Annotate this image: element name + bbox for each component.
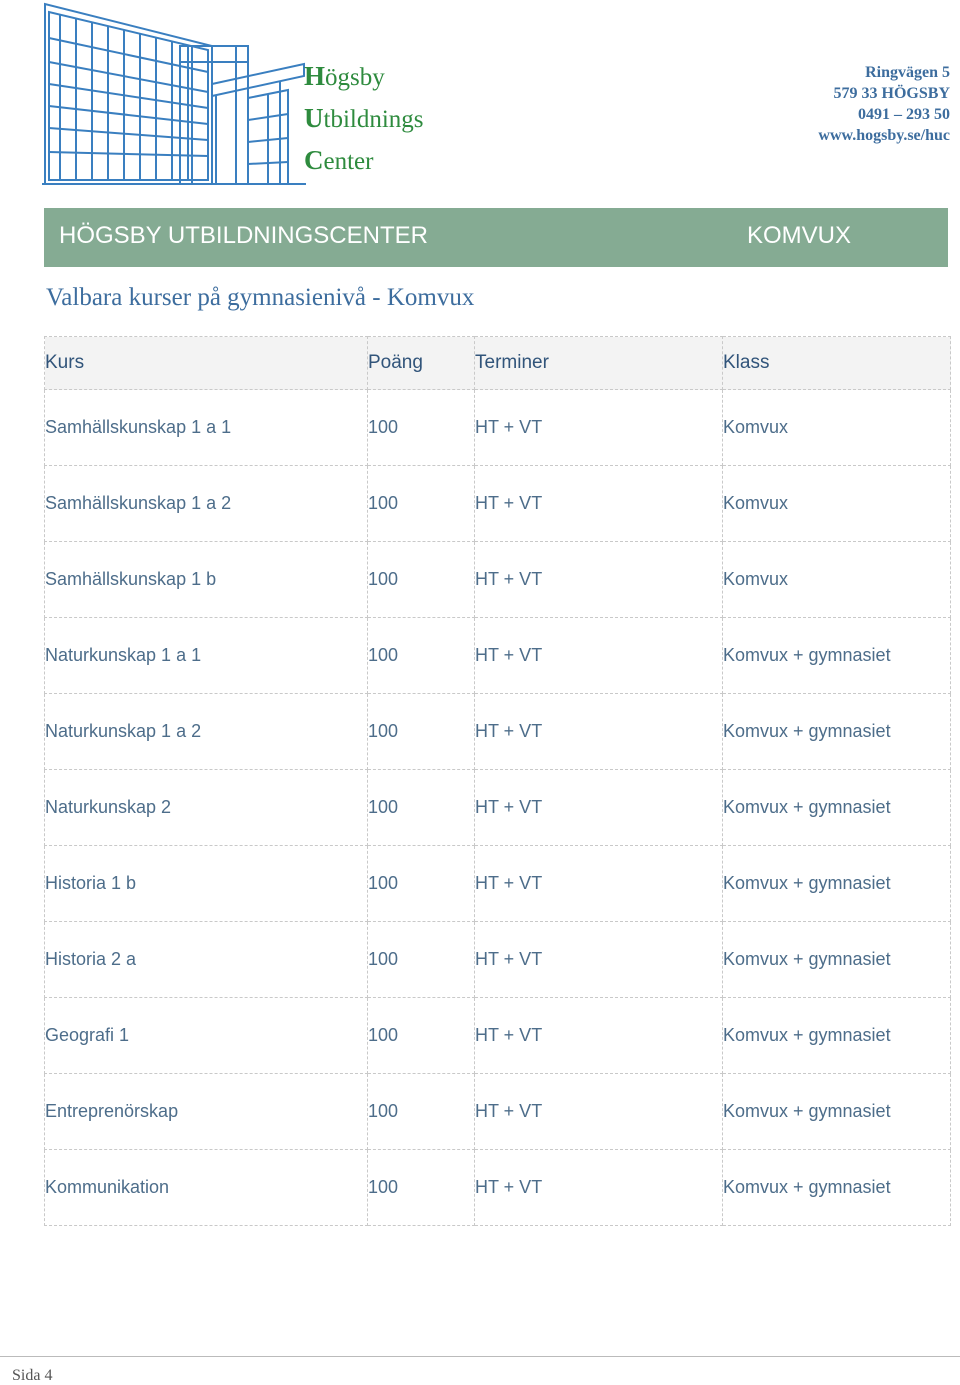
course-class: Komvux + gymnasiet — [723, 846, 951, 922]
course-class: Komvux + gymnasiet — [723, 998, 951, 1074]
course-class: Komvux — [723, 466, 951, 542]
course-class: Komvux + gymnasiet — [723, 922, 951, 998]
building-logo-icon — [40, 2, 308, 188]
table-row — [45, 846, 951, 922]
table-row — [45, 694, 951, 770]
course-name: Naturkunskap 2 — [45, 770, 368, 846]
table-row — [45, 542, 951, 618]
table-row — [45, 1074, 951, 1150]
course-terms: HT + VT — [475, 390, 723, 466]
course-terms: HT + VT — [475, 922, 723, 998]
table-row — [45, 390, 951, 466]
course-points: 100 — [368, 846, 475, 922]
address-postal: 579 33 HÖGSBY — [833, 85, 950, 102]
column-header-klass: Klass — [723, 337, 951, 390]
address-street: Ringvägen 5 — [865, 64, 950, 81]
banner-department: KOMVUX — [747, 222, 852, 249]
table-row — [45, 770, 951, 846]
course-terms: HT + VT — [475, 618, 723, 694]
brand-line-3: Center — [304, 145, 374, 175]
course-class: Komvux + gymnasiet — [723, 1074, 951, 1150]
course-name: Kommunikation — [45, 1150, 368, 1226]
course-terms: HT + VT — [475, 1074, 723, 1150]
course-points: 100 — [368, 390, 475, 466]
title-banner — [44, 208, 948, 267]
course-name: Samhällskunskap 1 a 1 — [45, 390, 368, 466]
course-class: Komvux — [723, 390, 951, 466]
brand-line-2: Utbildnings — [304, 103, 424, 133]
course-name: Historia 1 b — [45, 846, 368, 922]
course-terms: HT + VT — [475, 1150, 723, 1226]
course-name: Naturkunskap 1 a 1 — [45, 618, 368, 694]
table-row — [45, 618, 951, 694]
course-points: 100 — [368, 1074, 475, 1150]
course-terms: HT + VT — [475, 542, 723, 618]
course-points: 100 — [368, 922, 475, 998]
table-row — [45, 1150, 951, 1226]
course-table — [44, 336, 951, 1226]
course-points: 100 — [368, 770, 475, 846]
course-name: Naturkunskap 1 a 2 — [45, 694, 368, 770]
table-row — [45, 466, 951, 542]
table-header-row — [45, 337, 951, 390]
course-terms: HT + VT — [475, 694, 723, 770]
course-class: Komvux + gymnasiet — [723, 694, 951, 770]
course-class: Komvux + gymnasiet — [723, 770, 951, 846]
course-terms: HT + VT — [475, 770, 723, 846]
course-points: 100 — [368, 618, 475, 694]
column-header-kurs: Kurs — [45, 337, 368, 390]
course-class: Komvux — [723, 542, 951, 618]
banner-organization: HÖGSBY UTBILDNINGSCENTER — [59, 222, 428, 249]
brand-name — [304, 56, 424, 182]
table-row — [45, 922, 951, 998]
footer-divider — [0, 1356, 960, 1357]
course-class: Komvux + gymnasiet — [723, 1150, 951, 1226]
course-name: Historia 2 a — [45, 922, 368, 998]
course-points: 100 — [368, 466, 475, 542]
course-name: Samhällskunskap 1 b — [45, 542, 368, 618]
course-points: 100 — [368, 542, 475, 618]
course-points: 100 — [368, 1150, 475, 1226]
page-title: Valbara kurser på gymnasienivå - Komvux — [46, 284, 475, 311]
column-header-poang: Poäng — [368, 337, 475, 390]
course-class: Komvux + gymnasiet — [723, 618, 951, 694]
course-points: 100 — [368, 694, 475, 770]
address-website[interactable]: www.hogsby.se/huc — [818, 127, 950, 144]
course-terms: HT + VT — [475, 846, 723, 922]
page-number: Sida 4 — [12, 1367, 53, 1384]
brand-line-1: Högsby — [304, 61, 385, 91]
course-name: Samhällskunskap 1 a 2 — [45, 466, 368, 542]
column-header-terminer: Terminer — [475, 337, 723, 390]
contact-address — [818, 62, 950, 146]
course-points: 100 — [368, 998, 475, 1074]
table-row — [45, 998, 951, 1074]
course-terms: HT + VT — [475, 998, 723, 1074]
address-phone: 0491 – 293 50 — [858, 106, 950, 123]
course-terms: HT + VT — [475, 466, 723, 542]
course-name: Geografi 1 — [45, 998, 368, 1074]
course-name: Entreprenörskap — [45, 1074, 368, 1150]
